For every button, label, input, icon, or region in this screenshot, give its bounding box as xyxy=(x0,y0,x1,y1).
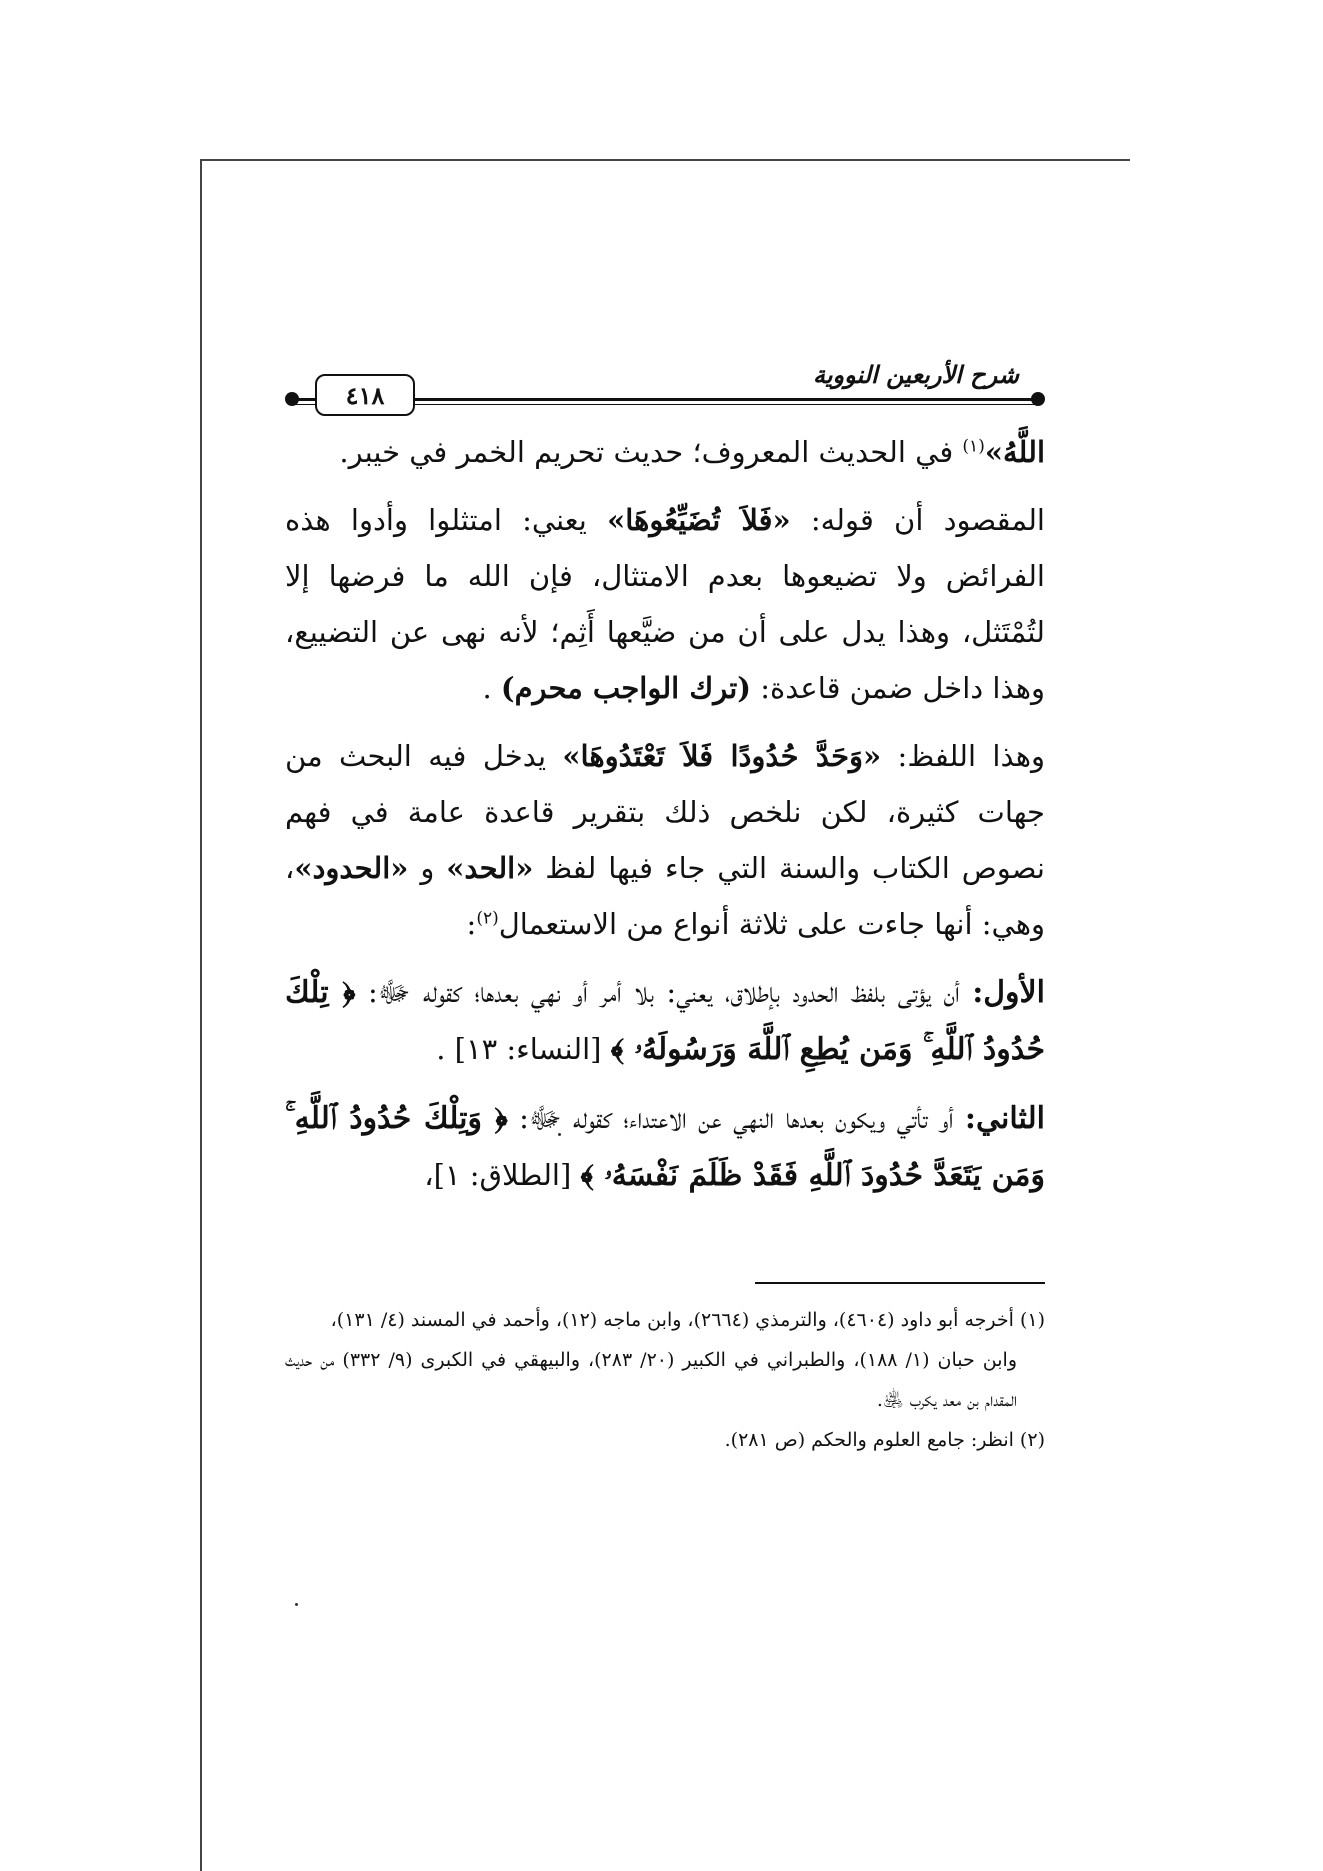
text-run: أن يؤتى بلفظ الحدود بإطلاق، يعني: بلا أمر أو نهي بعدها؛ كقوله ﷻ: xyxy=(355,975,973,1009)
page-header xyxy=(285,360,1045,416)
page-number: ٤١٨ xyxy=(315,374,415,416)
scan-border-top xyxy=(200,159,1130,161)
quoted-text: «فَلاَ تُضَيِّعُوهَا» xyxy=(607,503,791,537)
footnote-text: (٢) انظر: جامع العلوم والحكم (ص ٢٨١). xyxy=(724,1429,1045,1451)
quoted-text: «الحدود» xyxy=(294,851,409,885)
text-run: وهذا اللفظ: xyxy=(881,739,1045,773)
book-page xyxy=(285,360,1045,1460)
paragraph xyxy=(285,728,1045,952)
text-run: [الطلاق: ١]، xyxy=(424,1158,581,1192)
quoted-text: اللَّهُ» xyxy=(984,435,1045,469)
text-run: . xyxy=(482,671,501,705)
text-run: أو تأتي ويكون بعدها النهي عن الاعتداء؛ كقوله ﷻ: xyxy=(507,1101,965,1135)
footnote-ref: (٢) xyxy=(476,908,499,929)
text-run: يدخل فيه البحث من جهات كثيرة، لكن نلخص ذلك بتقرير قاعدة عامة في فهم نصوص الكتاب والسنة التي جاء فيها لفظ xyxy=(285,739,1045,885)
footnote-ref: (١) xyxy=(962,436,985,457)
quoted-text: «الحد» xyxy=(446,851,534,885)
header-ornament-dot xyxy=(285,392,299,406)
footnote-text: (١) أخرجه أبو داود (٤٦٠٤)، والترمذي (٢٦٦٤)، وابن ماجه (١٢)، وأحمد في المسند (٤/ ١٣١)، xyxy=(330,1309,1045,1331)
text-run: يعني: امتثلوا وأدوا هذه الفرائض ولا تضيعوها بعدم الامتثال، فإن الله ما فرضها إلا لتُمْتَثل، وهذا يدل على أن من ضيَّعها أَثِم؛ لأنه نهى عن التضييع، وهذا داخل ضمن قاعدة: xyxy=(285,503,1045,705)
footnotes xyxy=(285,1300,1045,1460)
scan-border-left xyxy=(200,159,202,1871)
quoted-text: «وَحَدَّ حُدُودًا فَلاَ تَعْتَدُوهَا» xyxy=(562,739,882,773)
paragraph xyxy=(285,424,1045,480)
section-label: الثاني: xyxy=(964,1101,1045,1136)
text-run: في الحديث المعروف؛ حديث تحريم الخمر في خيبر. xyxy=(339,435,963,469)
paragraph xyxy=(285,1090,1045,1204)
text-run: ، وهي: أنها جاءت على ثلاثة أنواع من الاستعمال xyxy=(285,851,1045,941)
quoted-text: (ترك الواجب محرم) xyxy=(500,671,752,705)
footnote-text-continued: وابن حبان (١/ ١٨٨)، والطبراني في الكبير (٢٠/ ٢٨٣)، والبيهقي في الكبرى (٩/ ٣٣٢) من حديث المقدام بن معد يكرب ﵁. xyxy=(285,1349,1017,1411)
scan-speck xyxy=(295,1603,298,1606)
paragraph xyxy=(285,964,1045,1078)
footnote-separator xyxy=(755,1282,1045,1284)
footnote xyxy=(285,1420,1045,1460)
text-run: و xyxy=(408,851,447,885)
section-label: الأول: xyxy=(972,975,1045,1010)
running-title: شرح الأربعين النووية xyxy=(807,360,1025,389)
text-run: : xyxy=(466,907,477,941)
quran-verse: ﴿ وَتِلْكَ حُدُودُ ٱللَّهِ ۚ وَمَن يَتَعَدَّ حُدُودَ ٱللَّهِ فَقَدْ ظَلَمَ نَفْسَهُۥ ﴾ xyxy=(285,1101,1045,1193)
footnote xyxy=(285,1300,1045,1420)
paragraph xyxy=(285,492,1045,716)
body-text xyxy=(285,424,1045,1204)
text-run: المقصود أن قوله: xyxy=(790,503,1045,537)
header-ornament-dot xyxy=(1031,392,1045,406)
quran-verse: ﴿ تِلْكَ حُدُودُ ٱللَّهِ ۚ وَمَن يُطِعِ ٱللَّهَ وَرَسُولَهُۥ ﴾ xyxy=(285,975,1045,1067)
text-run: [النساء: ١٣] . xyxy=(436,1032,611,1066)
